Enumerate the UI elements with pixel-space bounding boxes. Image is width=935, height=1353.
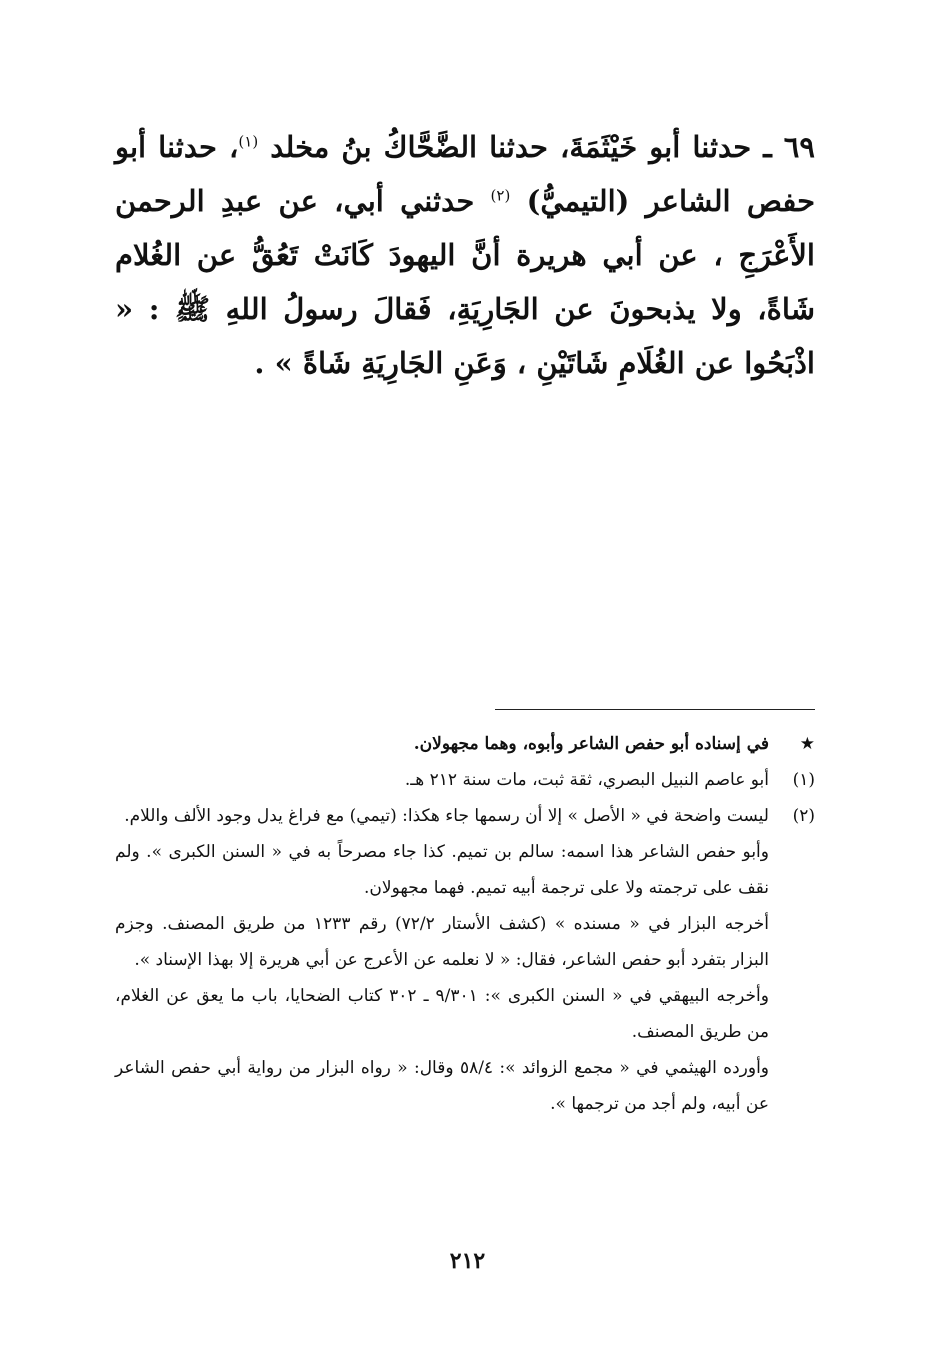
hadith-text-part-2: ، حدثنا أبو حفص الشاعر (التيميُّ)	[115, 130, 815, 218]
hadith-text-part-1: حدثنا أبو خَيْثَمَةَ، حدثنا الضَّحَّاكُ بنُ مخلد	[270, 130, 752, 164]
footnotes	[115, 726, 815, 1122]
hadith-paragraph	[115, 120, 815, 390]
footnote-paragraph: ليست واضحة في « الأصل » إلا أن رسمها جاء هكذا: (تيمي) مع فراغ يدل وجود الألف واللام.	[124, 806, 769, 826]
footnote-star	[115, 726, 815, 762]
footnote-ref-1: (١)	[238, 132, 259, 151]
footnote-marker: (١)	[792, 770, 815, 790]
footnote-2	[115, 798, 815, 1122]
hadith-text	[115, 120, 815, 390]
footnote-paragraph: وأخرجه البيهقي في « السنن الكبرى »: ٩/٣٠١ ـ ٣٠٢ كتاب الضحايا، باب ما يعق عن الغلام، من طريق المصنف.	[115, 986, 769, 1042]
footnote-body	[115, 726, 769, 762]
footnote-body	[115, 798, 769, 1122]
footnote-marker: (٢)	[792, 806, 815, 826]
footnote-body	[115, 762, 769, 798]
page-number: ٢١٢	[449, 1248, 486, 1274]
footnote-paragraph: أبو عاصم النبيل البصري، ثقة ثبت، مات سنة ٢١٢ هـ.	[404, 770, 769, 790]
hadith-number: ٦٩ ـ	[763, 130, 815, 164]
footnote-marker: ★	[799, 734, 815, 754]
footnote-divider	[495, 709, 815, 710]
footnote-paragraph: وأورده الهيثمي في « مجمع الزوائد »: ٥٨/٤ وقال: « رواه البزار من رواية أبي حفص الشاعر عن أبيه، ولم أجد من ترجمها ».	[115, 1058, 770, 1114]
footnote-ref-2: (٢)	[490, 186, 511, 205]
hadith-text-part-3: حدثني أبي، عن عبدِ الرحمن الأَعْرَجِ ، عن أبي هريرة أنَّ اليهودَ كَانَتْ تَعُقُّ عن الغُلام شَاةً، ولا يذبحونَ عن الجَارِيَةِ، فَقالَ رسولُ اللهِ ﷺ : « اذْبَحُوا عن الغُلَامِ شَاتَيْنِ ، وَعَنِ الجَارِيَةِ شَاةً » .	[115, 184, 815, 380]
footnote-1	[115, 762, 815, 798]
footnote-paragraph: وأبو حفص الشاعر هذا اسمه: سالم بن تميم. كذا جاء مصرحاً به في « السنن الكبرى ». ولم نقف على ترجمته ولا على ترجمة أبيه تميم. فهما مجهولان.	[115, 842, 769, 898]
footnote-paragraph: أخرجه البزار في « مسنده » (كشف الأستار ٧٢/٢) رقم ١٢٣٣ من طريق المصنف. وجزم البزار بتفرد أبو حفص الشاعر، فقال: « لا نعلمه عن الأعرج عن أبي هريرة إلا بهذا الإسناد ».	[115, 914, 770, 970]
footnote-paragraph: في إسناده أبو حفص الشاعر وأبوه، وهما مجهولان.	[413, 734, 769, 754]
